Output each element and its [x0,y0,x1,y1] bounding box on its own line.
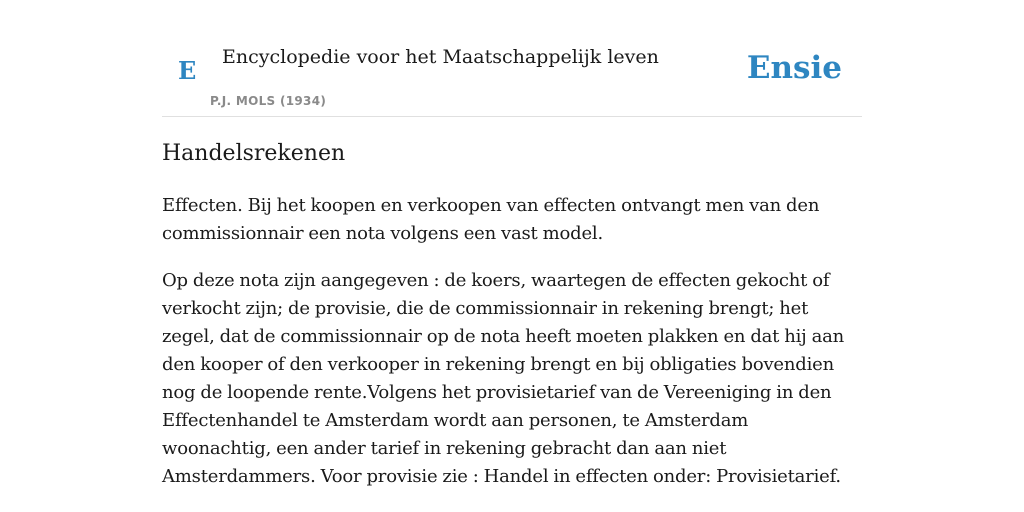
article-paragraph: Effecten. Bij het koopen en verkoopen van effecten ontvangt men van den commissionnair een nota volgens een vast model. [162,195,820,244]
author-year: P.J. MOLS (1934) [210,94,327,108]
article-body [162,138,862,510]
article-paragraph: Op deze nota zijn aangegeven : de koers, waartegen de effecten gekocht of verkocht zijn; de provisie, die de commissionnair in rekening brengt; het zegel, dat de commissionnair op de nota heeft moeten plakken en dat hij aan den kooper of den verkooper in rekening brengt en bij obligaties bovendien nog de loopende rente.Volgens het provisietarief van de Vereeniging in den Effectenhandel te Amsterdam wordt aan personen, te Amsterdam woonachtig, een ander tarief in rekening gebracht dan aan niet Amsterdammers. Voor provisie zie : Handel in effecten onder: Provisietarief. [162,270,845,487]
ensie-brand-logo[interactable]: Ensie [746,50,842,86]
page-header [162,40,862,117]
encyclopedia-logo-icon[interactable]: E [178,56,197,85]
book-title-link[interactable]: Encyclopedie voor het Maatschappelijk leven [222,46,659,68]
article-title: Handelsrekenen [162,141,346,166]
